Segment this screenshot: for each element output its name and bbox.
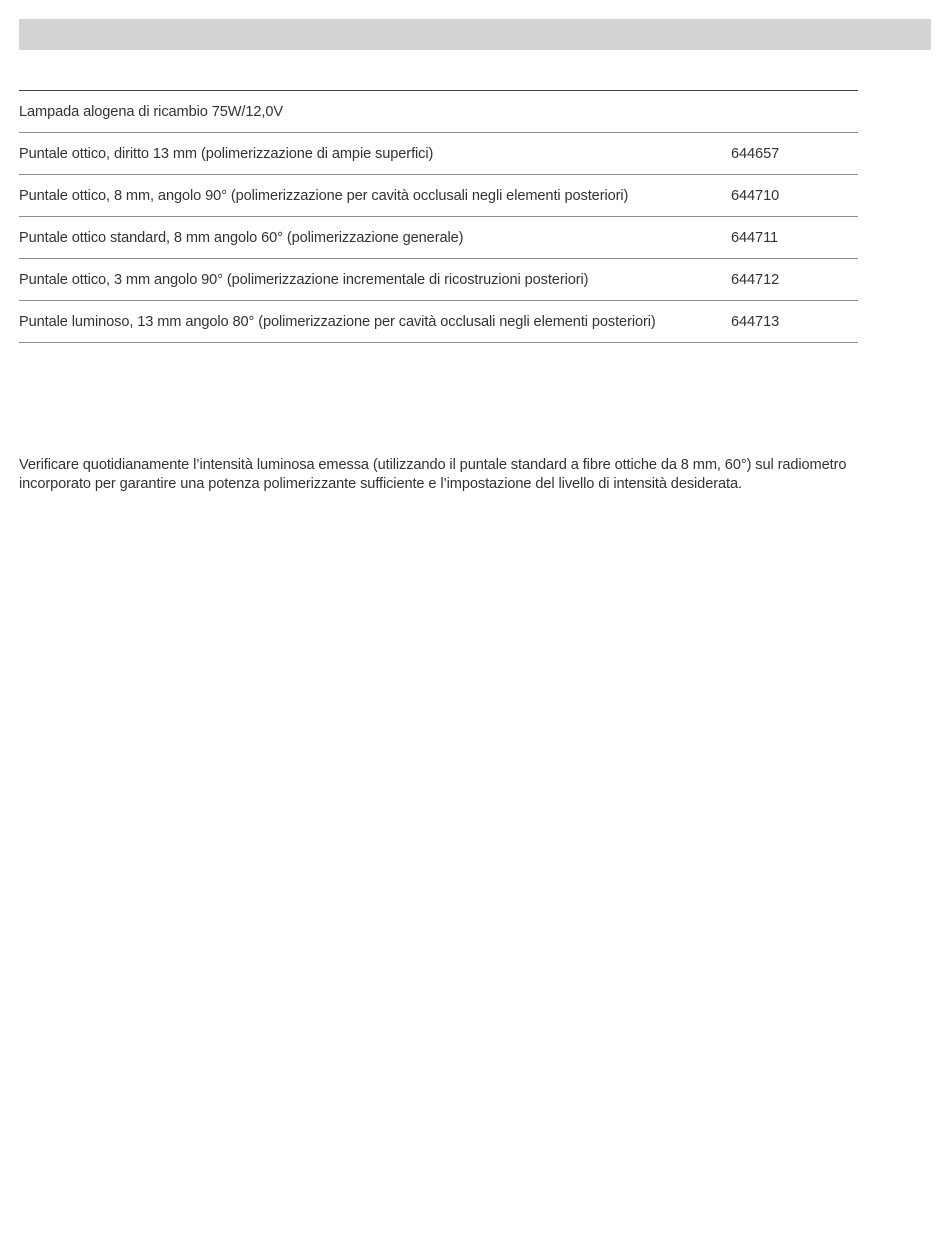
part-code: 644657: [731, 145, 780, 162]
part-description: Puntale ottico, 3 mm angolo 90° (polimerizzazione incrementale di ricostruzioni posteriori): [19, 271, 589, 288]
part-code: 644712: [731, 271, 780, 288]
table-row: [19, 217, 858, 259]
part-description: Puntale ottico, diritto 13 mm (polimerizzazione di ampie superfici): [19, 145, 434, 162]
note-line: Verificare quotidianamente l’intensità luminosa emessa (utilizzando il puntale standard a fibre ottiche da 8 mm, 60°) sul radiometro: [19, 457, 847, 473]
part-code: 644713: [731, 313, 780, 330]
part-code: 644710: [731, 187, 780, 204]
part-description: Lampada alogena di ricambio 75W/12,0V: [19, 103, 284, 120]
part-code: 644711: [731, 229, 779, 246]
table-row: [19, 301, 858, 343]
note-line: incorporato per garantire una potenza polimerizzante sufficiente e l’impostazione del livello di intensità desiderata.: [19, 476, 742, 492]
table-row: [19, 259, 858, 301]
part-description: Puntale ottico standard, 8 mm angolo 60° (polimerizzazione generale): [19, 229, 464, 246]
part-description: Puntale luminoso, 13 mm angolo 80° (polimerizzazione per cavità occlusali negli elementi posteriori): [19, 313, 656, 330]
intensity-check-note: [19, 456, 931, 494]
table-row: [19, 133, 858, 175]
table-row: [19, 91, 858, 133]
table-row: [19, 175, 858, 217]
part-description: Puntale ottico, 8 mm, angolo 90° (polimerizzazione per cavità occlusali negli elementi posteriori): [19, 187, 629, 204]
parts-table: [19, 90, 858, 343]
header-bar: [19, 19, 931, 50]
